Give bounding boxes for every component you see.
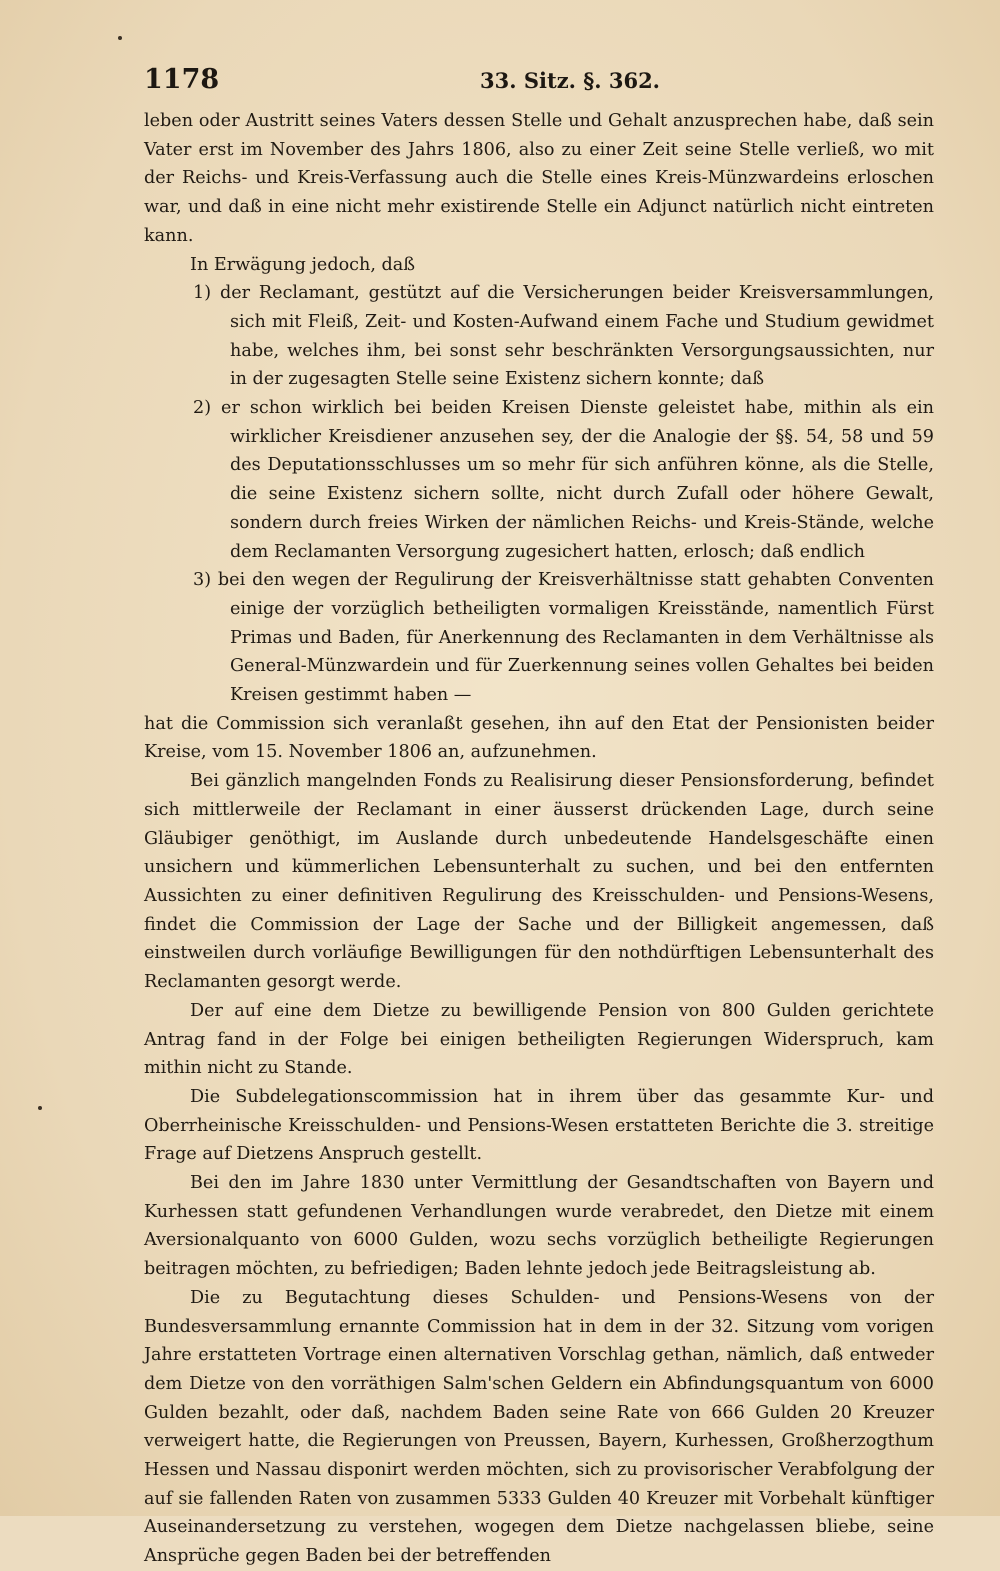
page-header	[144, 60, 934, 100]
paragraph-continuation: leben oder Austritt seines Vaters dessen Stelle und Gehalt anzusprechen habe, daß sein Vater erst im November des Jahrs 1806, also zu einer Zeit seine Stelle verließ, wo mit der Reichs- und Kreis-Verfassung auch die Stelle eines Kreis-Münzwardeins erloschen war, und daß in eine nicht mehr existirende Stelle ein Adjunct natürlich nicht eintreten kann.	[144, 111, 934, 246]
paper-speck	[118, 36, 122, 40]
body-text	[144, 107, 934, 1571]
running-head: 33. Sitz. §. 362.	[480, 68, 660, 93]
paragraph-subdelegation: Die Subdelegationscommission hat in ihrem über das gesammte Kur- und Oberrheinische Kreisschulden- und Pensions-Wesen erstatteten Berichte die 3. streitige Frage auf Dietzens Anspruch gestellt.	[144, 1086, 934, 1165]
paragraph-lack-of-funds: Bei gänzlich mangelnden Fonds zu Realisirung dieser Pensionsforderung, befindet sich mittlerweile der Reclamant in einer äusserst drückenden Lage, durch seine Gläubiger genöthigt, im Auslande durch unbedeutende Handelsgeschäfte einen unsichern und kümmerlichen Lebensunterhalt zu suchen, und bei den entfernten Aussichten zu einer definitiven Regulirung des Kreisschulden- und Pensions-Wesens, findet die Commission der Lage der Sache und der Billigkeit angemessen, daß einstweilen durch vorläufige Bewilligungen für den nothdürftigen Lebensunterhalt des Reclamanten gesorgt werde.	[144, 771, 934, 993]
list-item-3: 3) bei den wegen der Regulirung der Kreisverhältnisse statt gehabten Conventen einige der vorzüglich betheiligten vormaligen Kreisstände, namentlich Fürst Primas und Baden, für Anerkennung des Reclamanten in dem Verhältnisse als General-Münzwardein und für Zuerkennung seines vollen Gehaltes bei beiden Kreisen gestimmt haben —	[193, 570, 934, 706]
list-item-1: 1) der Reclamant, gestützt auf die Versicherungen beider Kreisversammlungen, sich mit Fleiß, Zeit- und Kosten-Aufwand einem Fache und Studium gewidmet habe, welches ihm, bei sonst sehr beschränkten Versorgungsaussichten, nur in der zugesagten Stelle seine Existenz sichern konnte; daß	[193, 283, 934, 390]
page-number: 1178	[144, 64, 220, 95]
list-item-2: 2) er schon wirklich bei beiden Kreisen Dienste geleistet habe, mithin als ein wirklicher Kreisdiener anzusehen sey, der die Analogie der §§. 54, 58 und 59 des Deputationsschlusses um so mehr für sich anführen könne, als die Stelle, die seine Existenz sichern sollte, nicht durch Zufall oder höhere Gewalt, sondern durch freies Wirken der nämlichen Reichs- und Kreis-Stände, welche dem Reclamanten Versorgung zugesichert hatten, erlosch; daß endlich	[193, 398, 934, 562]
paper-speck	[38, 1106, 42, 1110]
paragraph-negotiations-1830: Bei den im Jahre 1830 unter Vermittlung der Gesandtschaften von Bayern und Kurhessen statt gefundenen Verhandlungen wurde verabredet, den Dietze mit einem Aversionalquanto von 6000 Gulden, wozu sechs vorzüglich betheiligte Regierungen beitragen möchten, zu befriedigen; Baden lehnte jedoch jede Beitragsleistung ab.	[144, 1173, 934, 1280]
paragraph-conclusion: hat die Commission sich veranlaßt gesehen, ihn auf den Etat der Pensionisten beider Kreise, vom 15. November 1806 an, aufzunehmen.	[144, 713, 934, 763]
paragraph-considering: In Erwägung jedoch, daß	[190, 254, 416, 275]
paragraph-commission-proposal: Die zu Begutachtung dieses Schulden- und Pensions-Wesens von der Bundesversammlung ernannte Commission hat in dem in der 32. Sitzung vom vorigen Jahre erstatteten Vortrage einen alternativen Vorschlag gethan, nämlich, daß entweder dem Dietze von den vorräthigen Salm'schen Geldern ein Abfindungsquantum von 6000 Gulden bezahlt, oder daß, nachdem Baden seine Rate von 666 Gulden 20 Kreuzer verweigert hatte, die Regierungen von Preussen, Bayern, Kurhessen, Großherzogthum Hessen und Nassau disponirt werden möchten, sich zu provisorischer Verabfolgung der auf sie fallenden Raten von zusammen 5333 Gulden 40 Kreuzer mit Vorbehalt künftiger Auseinandersetzung zu verstehen, wogegen dem Dietze nachgelassen bliebe, seine Ansprüche gegen Baden bei der betreffenden	[144, 1287, 934, 1567]
paragraph-pension-request: Der auf eine dem Dietze zu bewilligende Pension von 800 Gulden gerichtete Antrag fand in der Folge bei einigen betheiligten Regierungen Widerspruch, kam mithin nicht zu Stande.	[144, 1000, 934, 1079]
